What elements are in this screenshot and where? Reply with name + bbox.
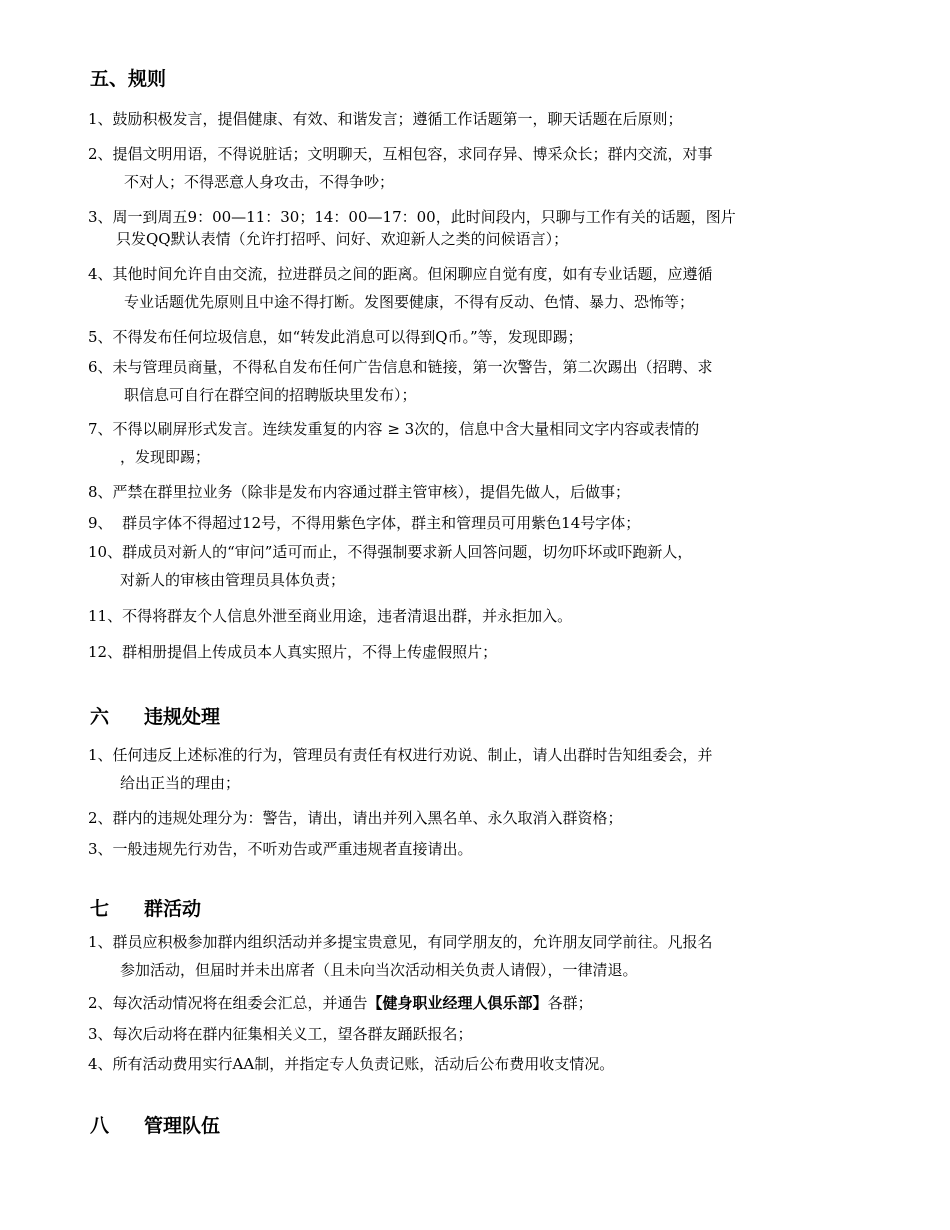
activity-line-cont: 参加活动，但届时并未出席者（且未向当次活动相关负责人请假），一律清退。: [120, 961, 638, 979]
rule-item-4: [88, 259, 868, 318]
section-heading-text: 违规处理: [144, 706, 221, 728]
section-heading-text: 管理队伍: [144, 1115, 221, 1137]
rule-line: 8、严禁在群里拉业务（除非是发布内容通过群主管审核），提倡先做人，后做事；: [88, 483, 631, 501]
activity-line: 1、群员应积极参加群内组织活动并多提宝贵意见，有同学朋友的，允许朋友同学前往。凡报名: [88, 933, 713, 951]
activity-line-post: 各群；: [547, 994, 593, 1012]
rule-item-5: [88, 322, 868, 353]
violation-line: 3、一般违规先行劝告，不听劝告或严重违规者直接请出。: [88, 840, 473, 858]
rule-line: 3、周一到周五9：00—11：30；14：00—17：00，此时间段内，只聊与工作有关的话题，图片: [88, 208, 736, 226]
activity-item-1: [88, 927, 868, 986]
rule-line-cont: 职信息可自行在群空间的招聘版块里发布）；: [124, 386, 417, 404]
section-heading-number: 七: [90, 898, 110, 920]
rule-line-cont: ，发现即踢；: [120, 448, 211, 466]
rule-item-2: [88, 139, 868, 198]
club-name-highlight: 【健身职业经理人俱乐部】: [367, 994, 548, 1012]
rule-item-8: [88, 477, 868, 508]
rule-line: 6、未与管理员商量，不得私自发布任何广告信息和链接，第一次警告，第二次踢出（招聘、求: [88, 358, 713, 376]
rule-item-9: [88, 508, 868, 539]
activity-line: 4、所有活动费用实行AA制，并指定专人负责记账，活动后公布费用收支情况。: [88, 1055, 615, 1073]
rule-line: 12、群相册提倡上传成员本人真实照片，不得上传虚假照片；: [88, 643, 498, 661]
rule-item-12: [88, 637, 868, 668]
violation-item-3: [88, 834, 868, 865]
section-heading-number: 八: [90, 1115, 110, 1137]
rule-line: 5、不得发布任何垃圾信息，如“转发此消息可以得到Q币。”等，发现即踢；: [88, 328, 583, 346]
rule-line: 1、鼓励积极发言，提倡健康、有效、和谐发言；遵循工作话题第一，聊天话题在后原则；: [88, 110, 683, 128]
rule-line-cont: 不对人；不得恶意人身攻击，不得争吵；: [124, 173, 395, 191]
rule-line-cont: 只发QQ默认表情（允许打招呼、问好、欢迎新人之类的问候语言）；: [116, 230, 569, 248]
rule-line: 2、提倡文明用语，不得说脏话；文明聊天，互相包容，求同存异、博采众长；群内交流，对事: [88, 145, 713, 163]
rule-item-10: [88, 537, 868, 596]
section-heading-text: 五、规则: [90, 68, 167, 90]
rule-item-6: [88, 352, 868, 411]
rule-line-cont: 专业话题优先原则且中途不得打断。发图要健康，不得有反动、色情、暴力、恐怖等；: [124, 293, 695, 311]
violation-item-1: [88, 740, 868, 799]
section-heading-number: 六: [90, 706, 110, 728]
section-heading-management: [90, 1114, 220, 1138]
rule-line: 7、不得以刷屏形式发言。连续发重复的内容 ≥ 3次的，信息中含大量相同文字内容或表情的: [88, 420, 700, 438]
section-heading-text: 群活动: [144, 898, 202, 920]
activity-line-pre: 2、每次活动情况将在组委会汇总，并通告: [88, 994, 368, 1012]
activity-item-2: [88, 988, 868, 1019]
rule-line: 11、不得将群友个人信息外泄至商业用途，违者清退出群，并永拒加入。: [88, 607, 573, 625]
activity-line: 3、每次后动将在群内征集相关义工，望各群友踊跃报名；: [88, 1025, 473, 1043]
activity-item-3: [88, 1019, 868, 1050]
section-heading-activities: [90, 897, 201, 921]
rule-line: 9、 群员字体不得超过12号，不得用紫色字体，群主和管理员可用紫色14号字体；: [88, 514, 641, 532]
section-heading-violations: [90, 705, 220, 729]
violation-line: 2、群内的违规处理分为：警告，请出，请出并列入黑名单、永久取消入群资格；: [88, 809, 623, 827]
rule-line: 10、群成员对新人的“审问”适可而止，不得强制要求新人回答问题，切勿吓坏或吓跑新人，: [88, 543, 693, 561]
rule-item-11: [88, 601, 868, 632]
rule-item-1: [88, 104, 868, 135]
rule-item-7: [88, 414, 868, 473]
rule-line: 4、其他时间允许自由交流，拉进群员之间的距离。但闲聊应自觉有度，如有专业话题，应遵循: [88, 265, 713, 283]
activity-item-4: [88, 1049, 868, 1080]
rule-line-cont: 对新人的审核由管理员具体负责；: [120, 571, 346, 589]
violation-line-cont: 给出正当的理由；: [120, 774, 241, 792]
violation-line: 1、任何违反上述标准的行为，管理员有责任有权进行劝说、制止，请人出群时告知组委会，并: [88, 746, 713, 764]
violation-item-2: [88, 803, 868, 834]
rule-item-3: [88, 202, 868, 251]
section-heading-rules: [90, 67, 166, 91]
